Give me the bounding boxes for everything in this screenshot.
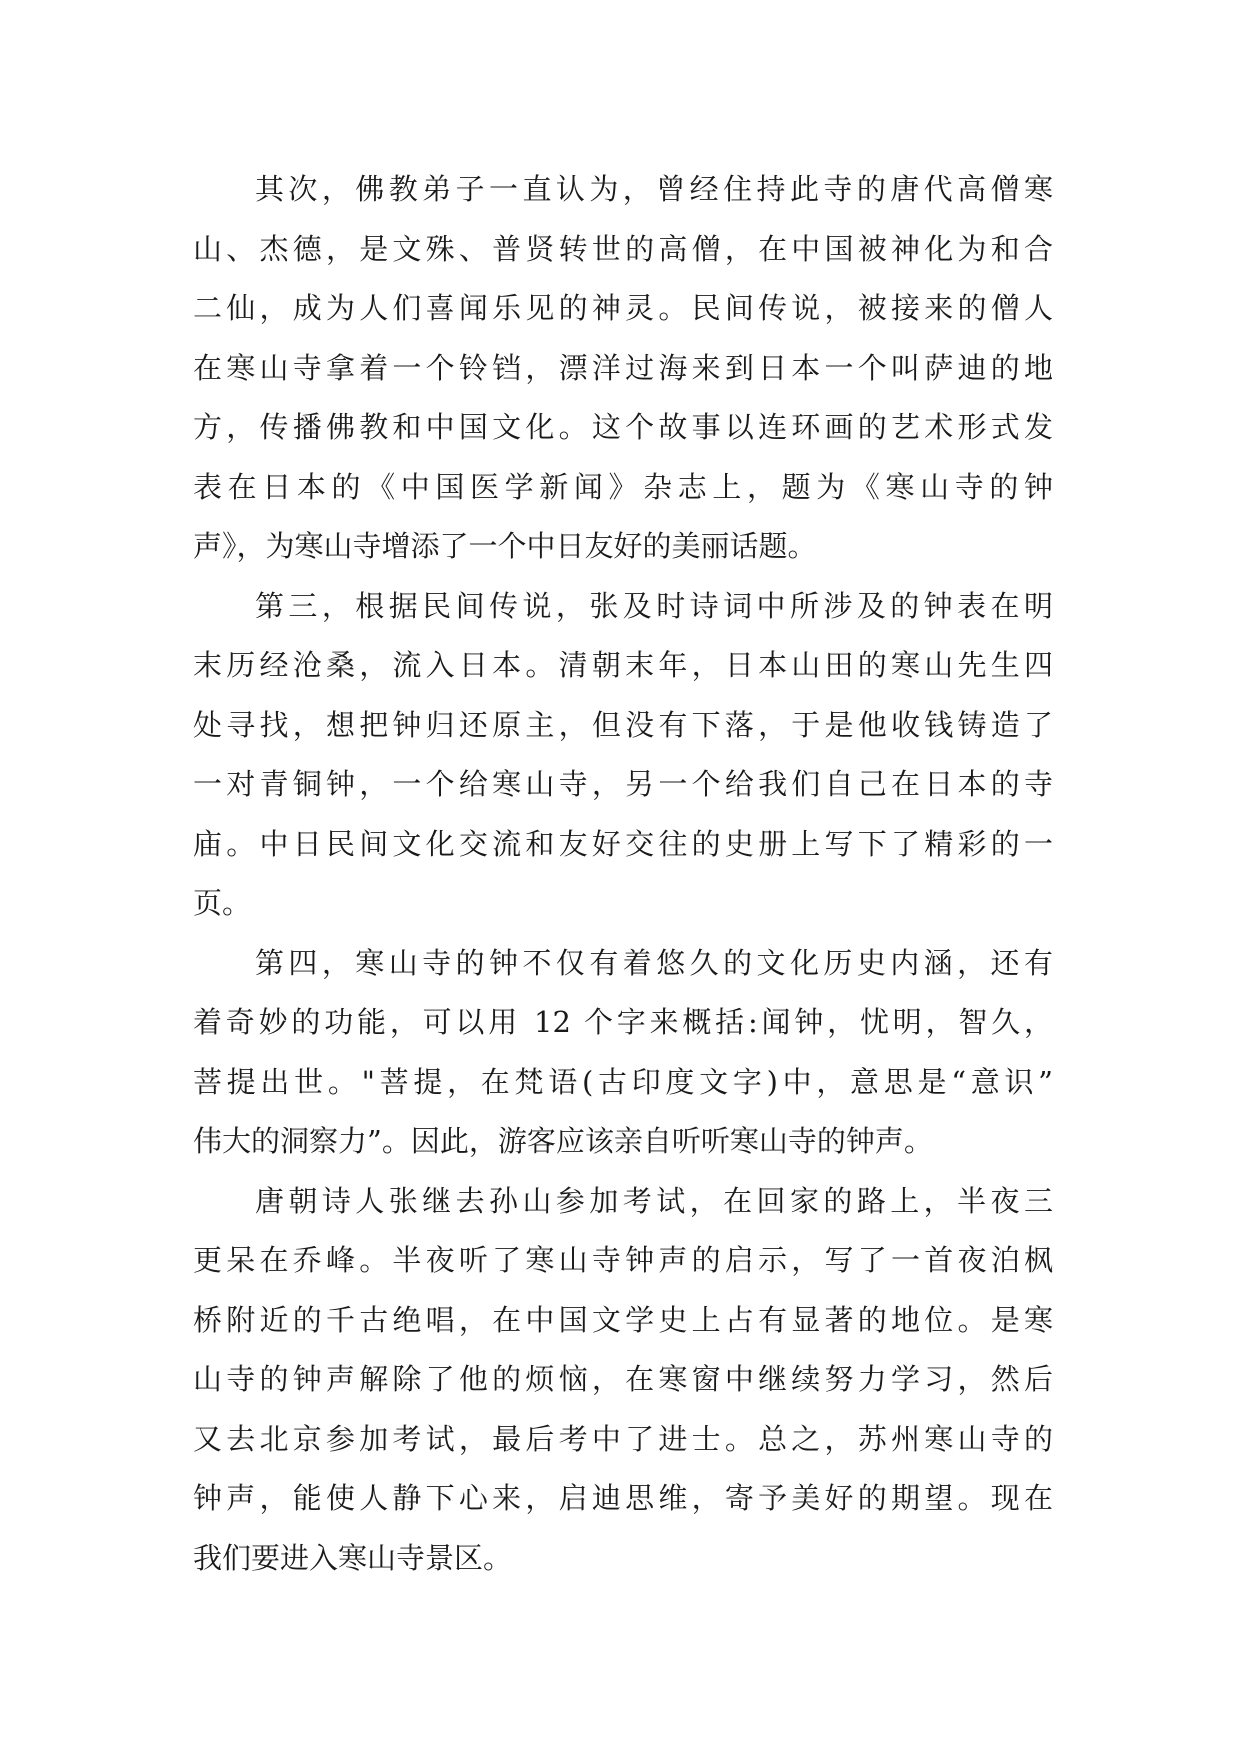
text-line: 页。 (193, 886, 252, 920)
paragraph-4 (193, 1172, 1053, 1589)
text-line: 伟大的洞察力”。因此，游客应该亲自听听寒山寺的钟声。 (193, 1124, 933, 1158)
text-line: 处寻找，想把钟归还原主，但没有下落，于是他收钱铸造了 (193, 707, 1053, 742)
text-line: 声》，为寒山寺增添了一个中日友好的美丽话题。 (193, 529, 817, 563)
text-line: 钟声，能使人静下心来，启迪思维，寄予美好的期望。现在 (193, 1481, 1053, 1515)
text-line: 一对青铜钟，一个给寒山寺，另一个给我们自己在日本的寺 (193, 767, 1053, 801)
text-line: 方，传播佛教和中国文化。这个故事以连环画的艺术形式发 (193, 410, 1053, 444)
text-line: 我们要进入寒山寺景区。 (193, 1540, 513, 1575)
text-line: 庙。中日民间文化交流和友好交往的史册上写下了精彩的一 (193, 826, 1053, 861)
paragraph-2 (193, 577, 1053, 934)
text-line: 第四，寒山寺的钟不仅有着悠久的文化历史内涵，还有 (255, 945, 1053, 980)
paragraph-3 (193, 934, 1053, 1172)
text-line: 着奇妙的功能，可以用 12 个字来概括:闻钟，忧明，智久， (193, 1005, 1053, 1039)
text-line: 山寺的钟声解除了他的烦恼，在寒窗中继续努力学习，然后 (193, 1362, 1053, 1396)
body-text (193, 160, 1053, 1588)
text-line: 唐朝诗人张继去孙山参加考试，在回家的路上，半夜三 (255, 1183, 1053, 1218)
text-line: 二仙，成为人们喜闻乐见的神灵。民间传说，被接来的僧人 (193, 291, 1053, 325)
text-line: 在寒山寺拿着一个铃铛，漂洋过海来到日本一个叫萨迪的地 (193, 350, 1053, 385)
text-line: 山、杰德，是文殊、普贤转世的高僧，在中国被神化为和合 (193, 231, 1053, 266)
text-line: 第三，根据民间传说，张及时诗词中所涉及的钟表在明 (255, 588, 1053, 623)
text-line: 末历经沧桑，流入日本。清朝末年，日本山田的寒山先生四 (193, 648, 1053, 682)
text-line: 又去北京参加考试，最后考中了进士。总之，苏州寒山寺的 (193, 1421, 1053, 1456)
text-line: 其次，佛教弟子一直认为，曾经住持此寺的唐代高僧寒 (255, 172, 1053, 206)
text-line: 更呆在乔峰。半夜听了寒山寺钟声的启示，写了一首夜泊枫 (193, 1243, 1053, 1277)
text-line: 桥附近的千古绝唱，在中国文学史上占有显著的地位。是寒 (193, 1302, 1053, 1337)
paragraph-1 (193, 160, 1053, 577)
text-line: 表在日本的《中国医学新闻》杂志上，题为《寒山寺的钟 (193, 469, 1053, 504)
text-line: 菩提出世。"菩提，在梵语(古印度文字)中，意思是“意识” (193, 1064, 1053, 1099)
